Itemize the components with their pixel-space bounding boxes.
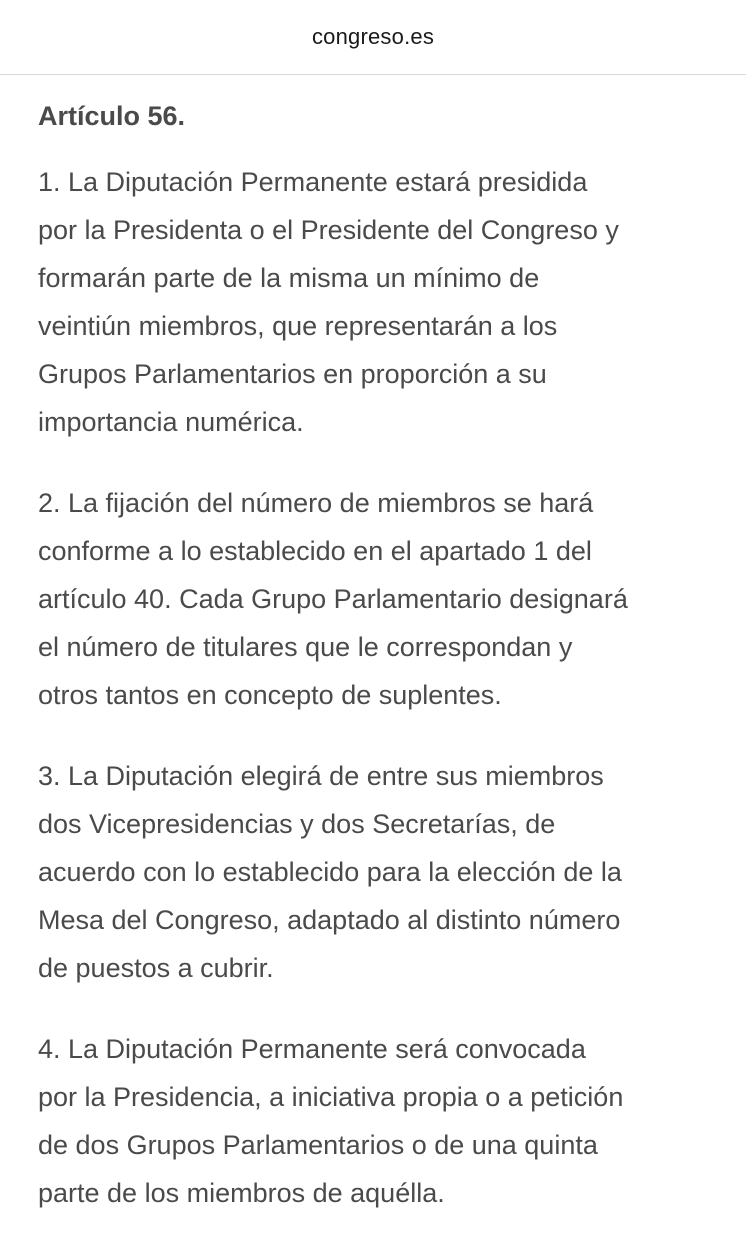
paragraph-line: 3. La Diputación elegirá de entre sus miembros	[38, 761, 604, 791]
paragraph-line: parte de los miembros de aquélla.	[38, 1178, 445, 1208]
address-bar[interactable]	[0, 0, 746, 75]
url-text[interactable]: congreso.es	[311, 24, 435, 49]
paragraph-line: artículo 40. Cada Grupo Parlamentario designará	[38, 584, 628, 614]
paragraph-3	[38, 752, 738, 992]
paragraph-line: 4. La Diputación Permanente será convocada	[38, 1034, 586, 1064]
paragraph-line: conforme a lo establecido en el apartado 1 del	[38, 536, 592, 566]
paragraph-line: 1. La Diputación Permanente estará presidida	[38, 167, 588, 197]
paragraph-line: de dos Grupos Parlamentarios o de una quinta	[38, 1130, 598, 1160]
paragraph-line: Mesa del Congreso, adaptado al distinto número	[38, 905, 621, 935]
paragraph-line: veintiún miembros, que representarán a los	[38, 311, 558, 341]
paragraph-4	[38, 1025, 738, 1217]
paragraph-line: Grupos Parlamentarios en proporción a su	[38, 359, 547, 389]
article-title: Artículo 56.	[38, 101, 186, 131]
paragraph-2	[38, 479, 738, 719]
article-content	[38, 92, 738, 1250]
paragraph-line: dos Vicepresidencias y dos Secretarías, de	[38, 809, 556, 839]
paragraph-line: por la Presidencia, a iniciativa propia o a petición	[38, 1082, 624, 1112]
paragraph-line: formarán parte de la misma un mínimo de	[38, 263, 540, 293]
paragraph-line: otros tantos en concepto de suplentes.	[38, 680, 502, 710]
paragraph-line: 2. La fijación del número de miembros se hará	[38, 488, 594, 518]
paragraph-line: por la Presidenta o el Presidente del Congreso y	[38, 215, 619, 245]
paragraph-line: el número de titulares que le correspondan y	[38, 632, 573, 662]
paragraph-line: acuerdo con lo establecido para la elección de la	[38, 857, 622, 887]
paragraph-line: de puestos a cubrir.	[38, 953, 274, 983]
paragraph-line: importancia numérica.	[38, 407, 304, 437]
paragraph-1	[38, 158, 738, 446]
